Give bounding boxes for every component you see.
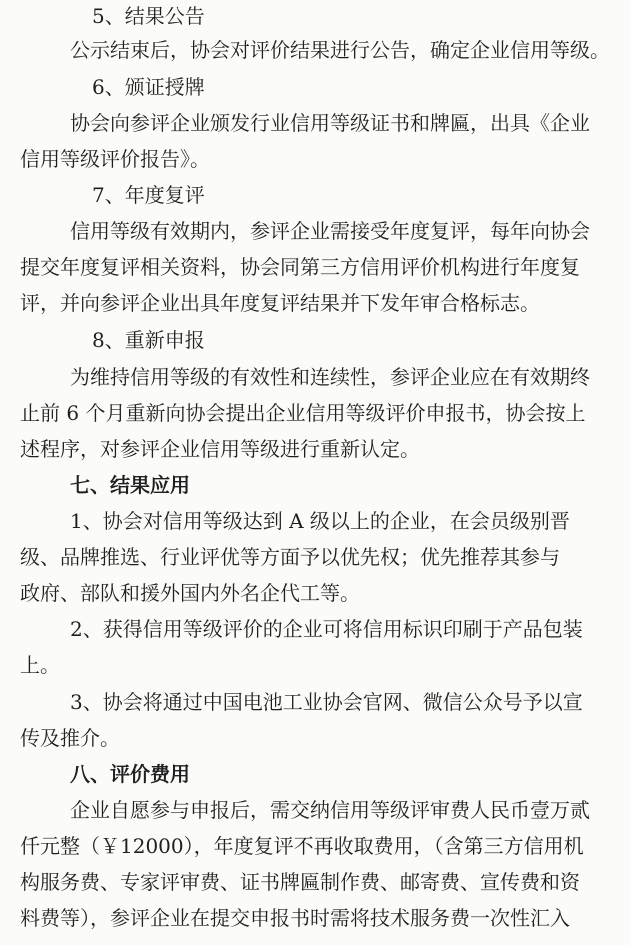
paragraph-line: 协会向参评企业颁发行业信用等级证书和牌匾，出具《企业 bbox=[70, 111, 590, 135]
paragraph-line: 料费等），参评企业在提交申报书时需将技术服务费一次性汇入 bbox=[20, 906, 570, 930]
paragraph-line: 级、品牌推选、行业评优等方面予以优先权；优先推荐其参与 bbox=[20, 545, 560, 569]
paragraph-line: 止前 6 个月重新向协会提出企业信用等级评价申报书，协会按上 bbox=[20, 401, 586, 425]
paragraph-line: 仟元整（￥12000），年度复评不再收取费用，（含第三方信用机 bbox=[20, 834, 584, 858]
paragraph-line: 信用等级有效期内，参评企业需接受年度复评，每年向协会 bbox=[70, 219, 590, 243]
paragraph-line: 为维持信用等级的有效性和连续性，参评企业应在有效期终 bbox=[70, 365, 590, 389]
heading-annual-review: 7、年度复评 bbox=[92, 183, 205, 207]
paragraph-line: 2、获得信用等级评价的企业可将信用标识印刷于产品包装 bbox=[70, 617, 583, 641]
paragraph-line: 3、协会将通过中国电池工业协会官网、微信公众号予以宣 bbox=[70, 690, 583, 714]
heading-certificate-award: 6、颁证授牌 bbox=[92, 75, 205, 99]
paragraph-line: 构服务费、专家评审费、证书牌匾制作费、邮寄费、宣传费和资 bbox=[20, 870, 580, 894]
paragraph-line: 政府、部队和援外国内外名企代工等。 bbox=[20, 581, 360, 605]
paragraph-line: 1、协会对信用等级达到 A 级以上的企业，在会员级别晋 bbox=[70, 509, 570, 533]
section-heading-result-application: 七、结果应用 bbox=[70, 473, 190, 497]
paragraph-line: 传及推介。 bbox=[20, 726, 120, 750]
paragraph-line: 提交年度复评相关资料，协会同第三方信用评价机构进行年度复 bbox=[20, 255, 580, 279]
heading-reapplication: 8、重新申报 bbox=[92, 328, 205, 352]
paragraph-line: 企业自愿参与申报后，需交纳信用等级评审费人民币壹万贰 bbox=[70, 798, 590, 822]
paragraph-line: 评，并向参评企业出具年度复评结果并下发年审合格标志。 bbox=[20, 291, 540, 315]
paragraph-line: 信用等级评价报告》。 bbox=[20, 147, 210, 171]
paragraph-line: 上。 bbox=[20, 653, 60, 677]
paragraph-line: 公示结束后，协会对评价结果进行公告，确定企业信用等级。 bbox=[70, 38, 610, 62]
heading-result-announcement: 5、结果公告 bbox=[92, 4, 205, 28]
section-heading-evaluation-fee: 八、评价费用 bbox=[70, 762, 190, 786]
paragraph-line: 述程序，对参评企业信用等级进行重新认定。 bbox=[20, 437, 420, 461]
